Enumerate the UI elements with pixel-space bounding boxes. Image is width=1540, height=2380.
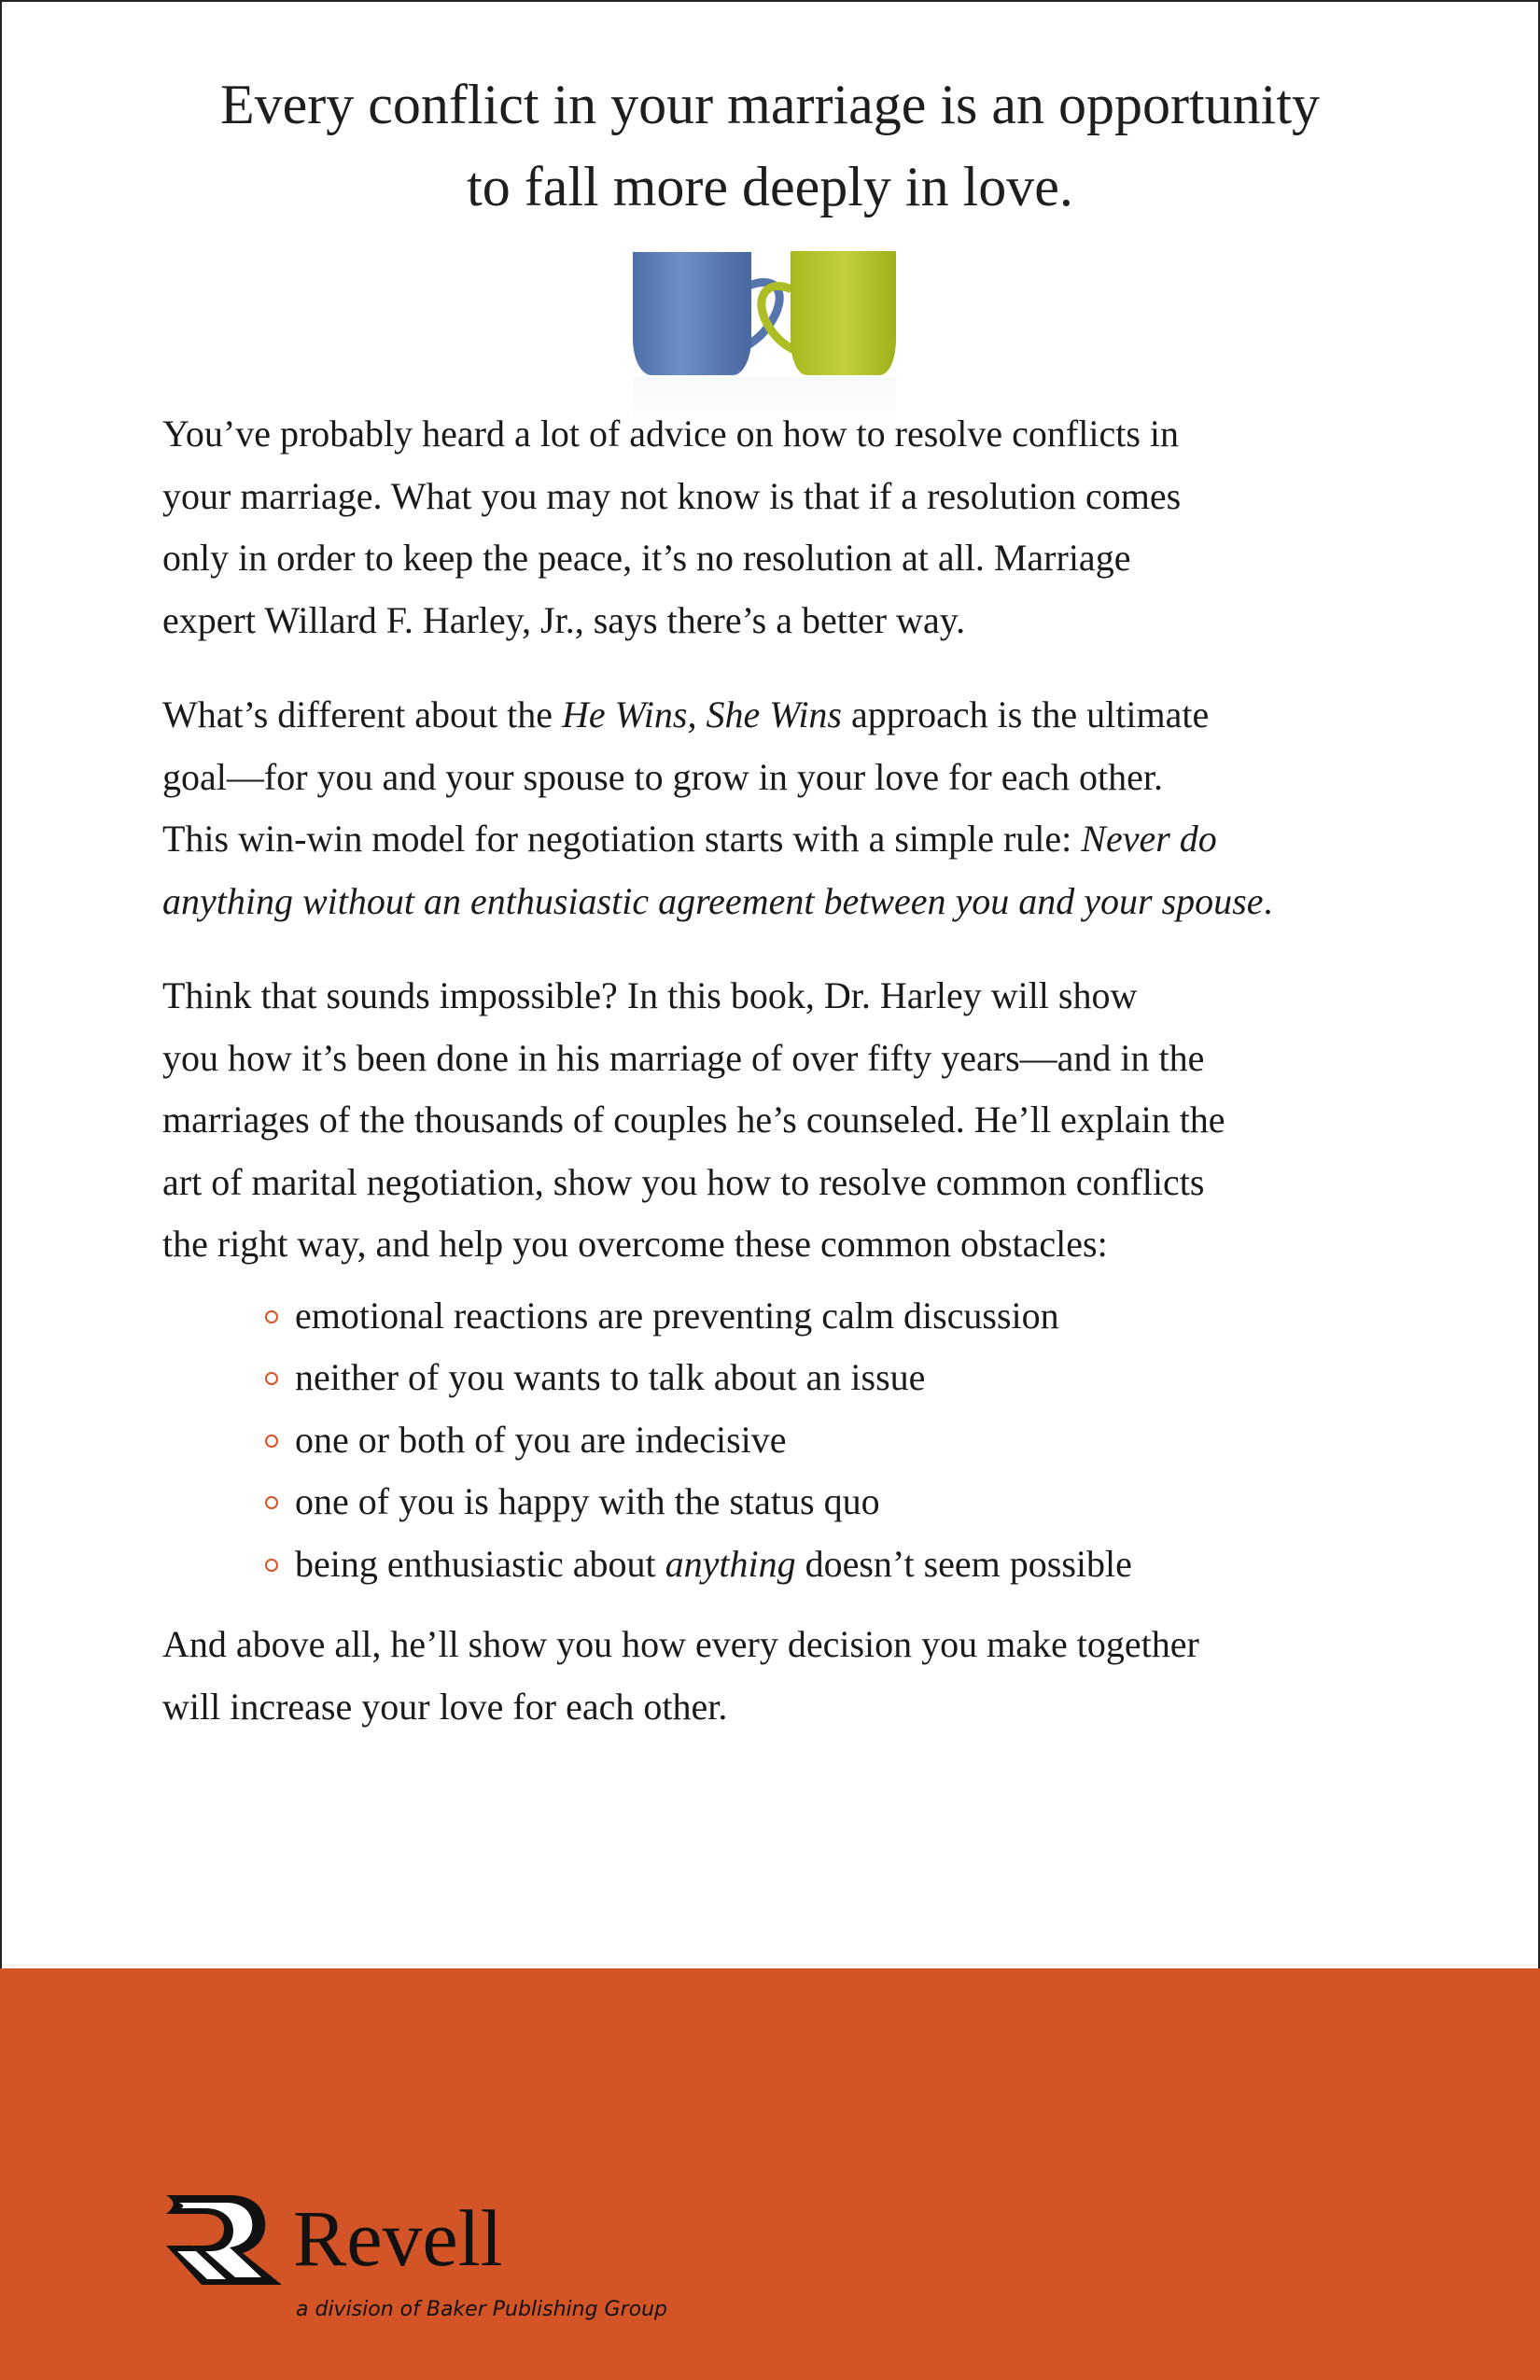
publisher-tagline: a division of Baker Publishing Group: [296, 2298, 668, 2321]
list-item-text: neither of you wants to talk about an issue: [295, 1356, 926, 1398]
text-line: you how it’s been done in his marriage of over fifty years—and in the: [162, 1036, 1205, 1079]
text-line: [162, 808, 1404, 871]
revell-logo-icon: [164, 2193, 284, 2287]
list-item: [265, 1347, 1404, 1409]
text-line: marriages of the thousands of couples he’s counseled. He’ll explain the: [162, 1099, 1225, 1141]
text-line: Think that sounds impossible? In this book, Dr. Harley will show: [162, 974, 1138, 1016]
headline-line: Every conflict in your marriage is an opportunity: [220, 74, 1320, 135]
green-mug: [791, 251, 896, 375]
text-line: [162, 684, 1404, 747]
bullet-icon: [265, 1496, 278, 1509]
paragraph-approach: [162, 684, 1404, 932]
text-line: the right way, and help you overcome these common obstacles:: [162, 1223, 1108, 1265]
description: [162, 403, 1404, 1771]
list-item: [265, 1285, 1404, 1348]
publisher-name: Revell: [293, 2193, 503, 2283]
text: .: [1263, 879, 1273, 922]
list-item-text: being enthusiastic about: [295, 1542, 665, 1585]
rule-text: Never do: [1081, 818, 1217, 860]
obstacles-list: [162, 1285, 1404, 1596]
list-item: [265, 1409, 1404, 1472]
text-line: only in order to keep the peace, it’s no resolution at all. Marriage: [162, 537, 1131, 579]
text: What’s different about the: [162, 693, 563, 735]
text-line: your marriage. What you may not know is that if a resolution comes: [162, 474, 1182, 517]
publisher-band: [0, 1968, 1540, 2380]
list-item-emphasis: anything: [665, 1542, 796, 1585]
paragraph-obstacles: [162, 965, 1404, 1276]
blue-mug: [633, 252, 751, 375]
paragraph-closing: [162, 1614, 1404, 1738]
list-item: [265, 1533, 1404, 1596]
text-line: And above all, he’ll show you how every decision you make together: [162, 1623, 1199, 1665]
headline-line: to fall more deeply in love.: [467, 156, 1073, 217]
bullet-icon: [265, 1372, 278, 1385]
text-line: expert Willard F. Harley, Jr., says there’s a better way.: [162, 598, 966, 641]
list-item-text: one or both of you are indecisive: [295, 1418, 787, 1461]
headline: [0, 63, 1540, 228]
paragraph-intro: [162, 403, 1404, 651]
list-item-text: one of you is happy with the status quo: [295, 1480, 880, 1522]
text: This win-win model for negotiation starts with a simple rule:: [162, 818, 1082, 860]
book-title: He Wins, She Wins: [562, 693, 842, 735]
text: approach is the ultimate: [842, 693, 1210, 735]
text-line: art of marital negotiation, show you how to resolve common conflicts: [162, 1160, 1205, 1203]
text-line: goal—for you and your spouse to grow in your love for each other.: [162, 755, 1163, 798]
bullet-icon: [265, 1559, 278, 1572]
rule-text: anything without an enthusiastic agreement between you and your spouse: [162, 879, 1264, 922]
list-item: [265, 1471, 1404, 1533]
list-item-text: emotional reactions are preventing calm discussion: [295, 1294, 1059, 1337]
bullet-icon: [265, 1310, 278, 1323]
list-item-text: doesn’t seem possible: [795, 1542, 1132, 1585]
text-line: will increase your love for each other.: [162, 1685, 728, 1728]
text-line: [162, 871, 1404, 933]
text-line: You’ve probably heard a lot of advice on how to resolve conflicts in: [162, 413, 1180, 455]
bullet-icon: [265, 1435, 278, 1448]
